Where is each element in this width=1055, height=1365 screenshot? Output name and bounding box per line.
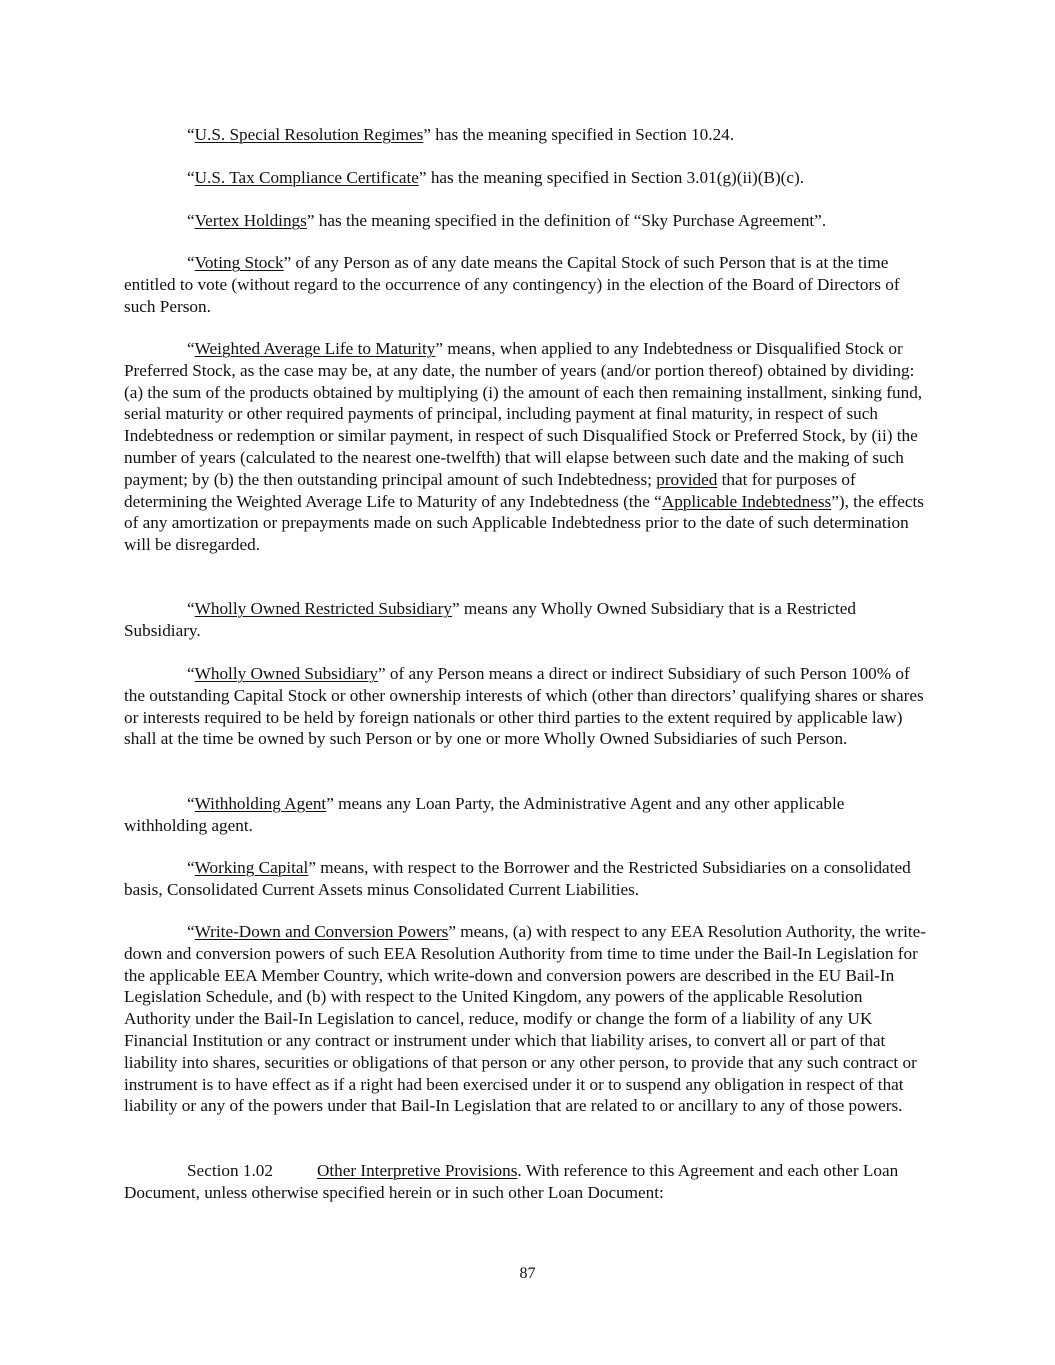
open-quote: “ xyxy=(187,168,195,187)
definition-working-capital xyxy=(124,857,930,901)
definition-text: ” has the meaning specified in Section 10.24. xyxy=(423,125,735,144)
definition-withholding-agent xyxy=(124,793,930,837)
definition-text: ” of any Person means a direct or indirect Subsidiary of such Person 100% of the outstanding Capital Stock or other ownership interests of which (other than directors’ qualifying shares or shares or interests required to be held by foreign nationals or other third parties to the extent required by applicable law) shall at the time be owned by such Person or by one or more Wholly Owned Subsidiaries of such Person. xyxy=(124,664,924,749)
section-number: Section 1.02 xyxy=(187,1161,273,1180)
defined-term: Withholding Agent xyxy=(194,794,327,813)
defined-term-applicable-indebtedness: Applicable Indebtedness xyxy=(661,491,832,511)
definition-text: ”), the effects of any amortization or prepayments made on such Applicable Indebtedness prior to the date of such determination will be disregarded. xyxy=(124,491,924,555)
definition-text: ” has the meaning specified in the definition of “Sky Purchase Agreement”. xyxy=(306,211,827,230)
open-quote: “ xyxy=(187,858,195,877)
open-quote: “ xyxy=(187,599,195,618)
open-quote: “ xyxy=(187,211,195,230)
open-quote: “ xyxy=(187,339,195,358)
definition-text: ” means, with respect to the Borrower and the Restricted Subsidiaries on a consolidated basis, Consolidated Current Assets minus Consolidated Current Liabilities. xyxy=(124,858,911,899)
open-quote: “ xyxy=(187,922,195,941)
definition-text: that for purposes of determining the Weighted Average Life to Maturity of any Indebtedness (the “ xyxy=(124,469,856,511)
definition-write-down-and-conversion-powers xyxy=(124,921,930,1117)
definition-voting-stock xyxy=(124,252,930,317)
definition-us-special-resolution-regimes xyxy=(124,124,930,146)
defined-term: U.S. Tax Compliance Certificate xyxy=(194,168,419,187)
definition-weighted-average-life-to-maturity xyxy=(124,338,930,556)
open-quote: “ xyxy=(187,125,195,144)
defined-term: Wholly Owned Subsidiary xyxy=(194,664,378,683)
definition-text: ” means, when applied to any Indebtedness or Disqualified Stock or Preferred Stock, as the case may be, at any date, the number of years (and/or portion thereof) obtained by dividing: (a) the sum of the products obtained by multiplying (i) the amount of each then remaining installment, sinking fund, serial maturity or other required payments of principal, including payment at final maturity, in respect of such Indebtedness or redemption or similar payment, in respect of such Disqualified Stock or Preferred Stock, by (ii) the number of years (calculated to the nearest one-twelfth) that will elapse between such date and the making of such payment; by (b) the then outstanding principal amount of such Indebtedness; xyxy=(124,339,923,489)
section-title: Other Interpretive Provisions xyxy=(316,1161,518,1180)
page-number: 87 xyxy=(519,1265,536,1282)
defined-term: Vertex Holdings xyxy=(194,211,307,230)
definition-text: ” has the meaning specified in Section 3.01(g)(ii)(B)(c). xyxy=(418,168,805,187)
open-quote: “ xyxy=(187,253,195,272)
definition-text: ” of any Person as of any date means the Capital Stock of such Person that is at the time entitled to vote (without regard to the occurrence of any contingency) in the election of the Board of Directors of such Person. xyxy=(124,253,900,316)
definition-vertex-holdings xyxy=(124,210,930,232)
definition-wholly-owned-restricted-subsidiary xyxy=(124,598,930,642)
defined-term: Working Capital xyxy=(194,858,309,877)
defined-term: Wholly Owned Restricted Subsidiary xyxy=(194,599,452,618)
defined-term: U.S. Special Resolution Regimes xyxy=(194,125,424,144)
defined-term: Weighted Average Life to Maturity xyxy=(194,339,436,358)
definition-wholly-owned-subsidiary xyxy=(124,663,930,750)
section-1-02 xyxy=(124,1160,930,1204)
defined-term: Write-Down and Conversion Powers xyxy=(194,922,449,941)
provided-term: provided xyxy=(656,469,718,489)
definition-text: ” means, (a) with respect to any EEA Resolution Authority, the write-down and conversion powers of such EEA Resolution Authority from time to time under the Bail-In Legislation for the applicable EEA Member Country, which write-down and conversion powers are described in the EU Bail-In Legislation Schedule, and (b) with respect to the United Kingdom, any powers of the applicable Resolution Authority under the Bail-In Legislation to cancel, reduce, modify or change the form of a liability of any UK Financial Institution or any contract or instrument under which that liability arises, to convert all or part of that liability into shares, securities or obligations of that person or any other person, to provide that any such contract or instrument is to have effect as if a right had been exercised under it or to suspend any obligation in respect of that liability or any of the powers under that Bail-In Legislation that are related to or ancillary to any of those powers. xyxy=(124,922,927,1116)
defined-term: Voting Stock xyxy=(194,253,284,272)
definition-us-tax-compliance-certificate xyxy=(124,167,930,189)
definition-text: ” means any Loan Party, the Administrative Agent and any other applicable withholding agent. xyxy=(124,794,845,835)
section-text: . With reference to this Agreement and each other Loan Document, unless otherwise specified herein or in such other Loan Document: xyxy=(124,1161,899,1202)
open-quote: “ xyxy=(187,794,195,813)
definition-text: ” means any Wholly Owned Subsidiary that is a Restricted Subsidiary. xyxy=(124,599,856,640)
open-quote: “ xyxy=(187,664,195,683)
